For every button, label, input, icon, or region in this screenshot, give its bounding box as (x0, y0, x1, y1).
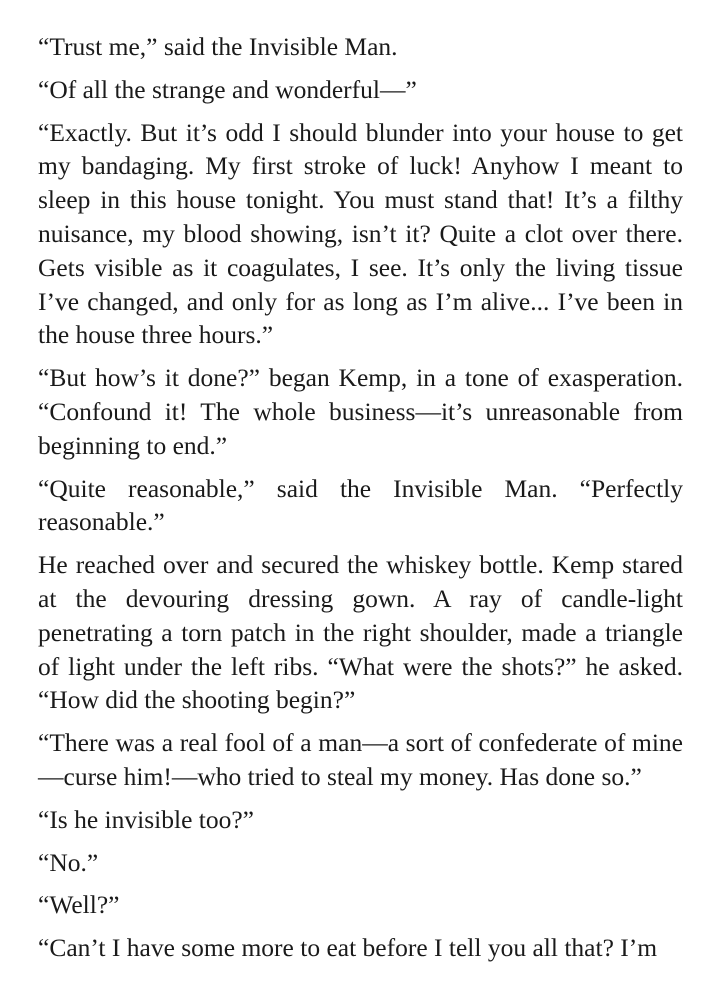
paragraph-6: He reached over and secured the whiskey bottle. Kemp stared at the devouring dressing gown. A ray of candle-light penetrating a torn patch in the right shoulder, made a triangle of light under the left ribs. “What were the shots?” he asked. “How did the shooting begin?” (38, 550, 683, 715)
paragraph-10: “Well?” (38, 890, 120, 920)
paragraph-3: “Exactly. But it’s odd I should blunder into your house to get my bandaging. My first stroke of luck! Anyhow I meant to sleep in this house tonight. You must stand that! It’s a filthy nuisance, my blood showing, isn’t it? Quite a clot over there. Gets visible as it coagulates, I see. It’s only the living tissue I’ve changed, and only for as long as I’m alive... I’ve been in the house three hours.” (38, 117, 683, 350)
paragraph-8: “Is he invisible too?” (38, 804, 254, 834)
book-page (38, 30, 683, 974)
paragraph-11: “Can’t I have some more to eat before I tell you all that? I’m (38, 933, 658, 963)
paragraph-2: “Of all the strange and wonderful—” (38, 74, 417, 104)
paragraph-5: “Quite reasonable,” said the Invisible Man. “Perfectly reasonable.” (38, 473, 683, 537)
paragraph-1: “Trust me,” said the Invisible Man. (38, 32, 398, 61)
paragraph-9: “No.” (38, 847, 99, 877)
paragraph-7: “There was a real fool of a man—a sort of confederate of mine—curse him!—who tried to steal my money. Has done so.” (38, 728, 683, 791)
paragraph-4: “But how’s it done?” began Kemp, in a tone of exasperation. “Confound it! The whole business—it’s unreasonable from beginning to end.” (38, 363, 683, 460)
